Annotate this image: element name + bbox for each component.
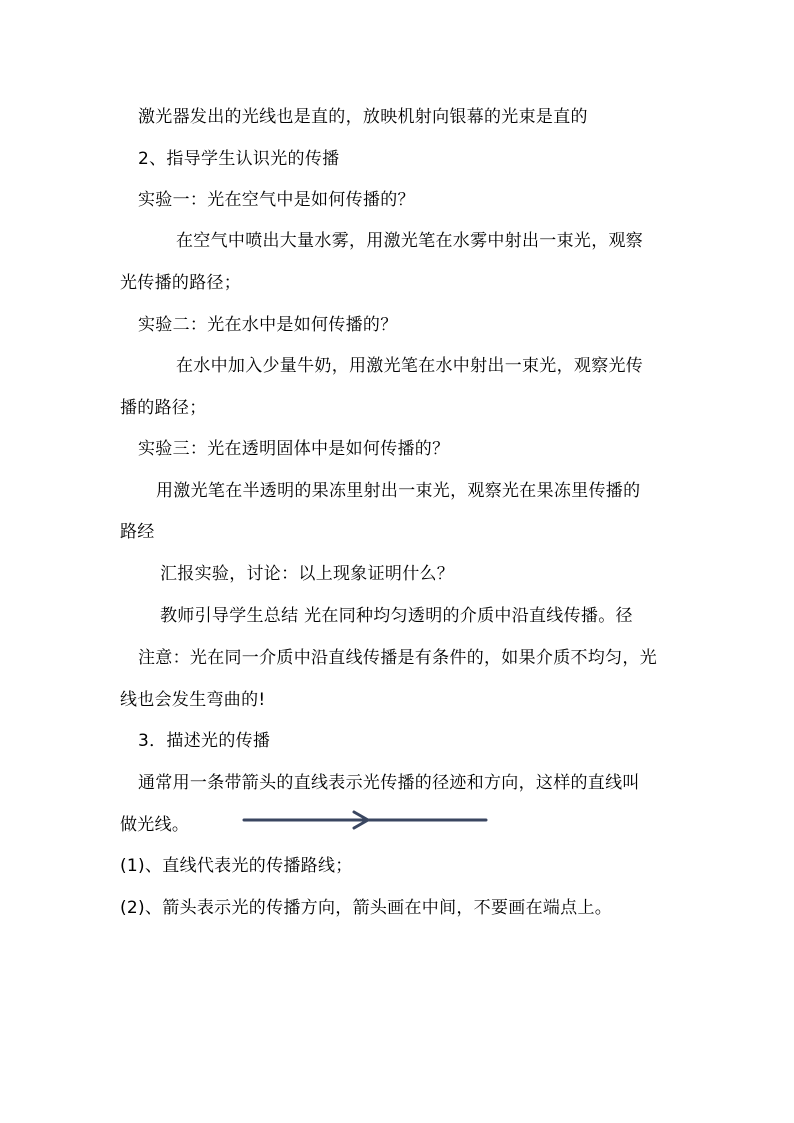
line-laser-straight: 激光器发出的光线也是直的，放映机射向银幕的光束是直的 — [138, 107, 588, 127]
experiment-2-title: 实验二：光在水中是如何传播的？ — [138, 315, 398, 335]
teacher-summary: 教师引导学生总结 光在同种均匀透明的介质中沿直线传播。径 — [160, 606, 633, 626]
ray-description-cont: 做光线。 — [120, 815, 190, 835]
note-text-cont: 线也会发生弯曲的! — [120, 690, 266, 710]
experiment-1-text-cont: 光传播的路径； — [120, 273, 242, 293]
experiment-3-title: 实验三：光在透明固体中是如何传播的？ — [138, 439, 450, 459]
section-3-heading: 3．描述光的传播 — [138, 731, 271, 751]
note-text: 注意：光在同一介质中沿直线传播是有条件的，如果介质不均匀，光 — [138, 648, 657, 668]
experiment-3-text: 用激光笔在半透明的果冻里射出一束光，观察光在果冻里传播的 — [156, 481, 641, 501]
experiment-1-title: 实验一：光在空气中是如何传播的？ — [138, 190, 415, 210]
light-ray-arrow-icon — [242, 810, 488, 830]
report-discussion: 汇报实验，讨论：以上现象证明什么？ — [160, 564, 455, 584]
point-1: (1)、直线代表光的传播路线； — [120, 856, 353, 876]
experiment-1-text: 在空气中喷出大量水雾，用激光笔在水雾中射出一束光，观察 — [176, 231, 644, 251]
section-2-heading: 2、指导学生认识光的传播 — [138, 149, 340, 169]
experiment-2-text-cont: 播的路径； — [120, 398, 207, 418]
point-2: (2)、箭头表示光的传播方向，箭头画在中间，不要画在端点上。 — [120, 898, 613, 918]
ray-description: 通常用一条带箭头的直线表示光传播的径迹和方向，这样的直线叫 — [138, 773, 640, 793]
experiment-2-text: 在水中加入少量牛奶，用激光笔在水中射出一束光，观察光传 — [176, 356, 644, 376]
experiment-3-text-cont: 路经 — [120, 522, 155, 542]
